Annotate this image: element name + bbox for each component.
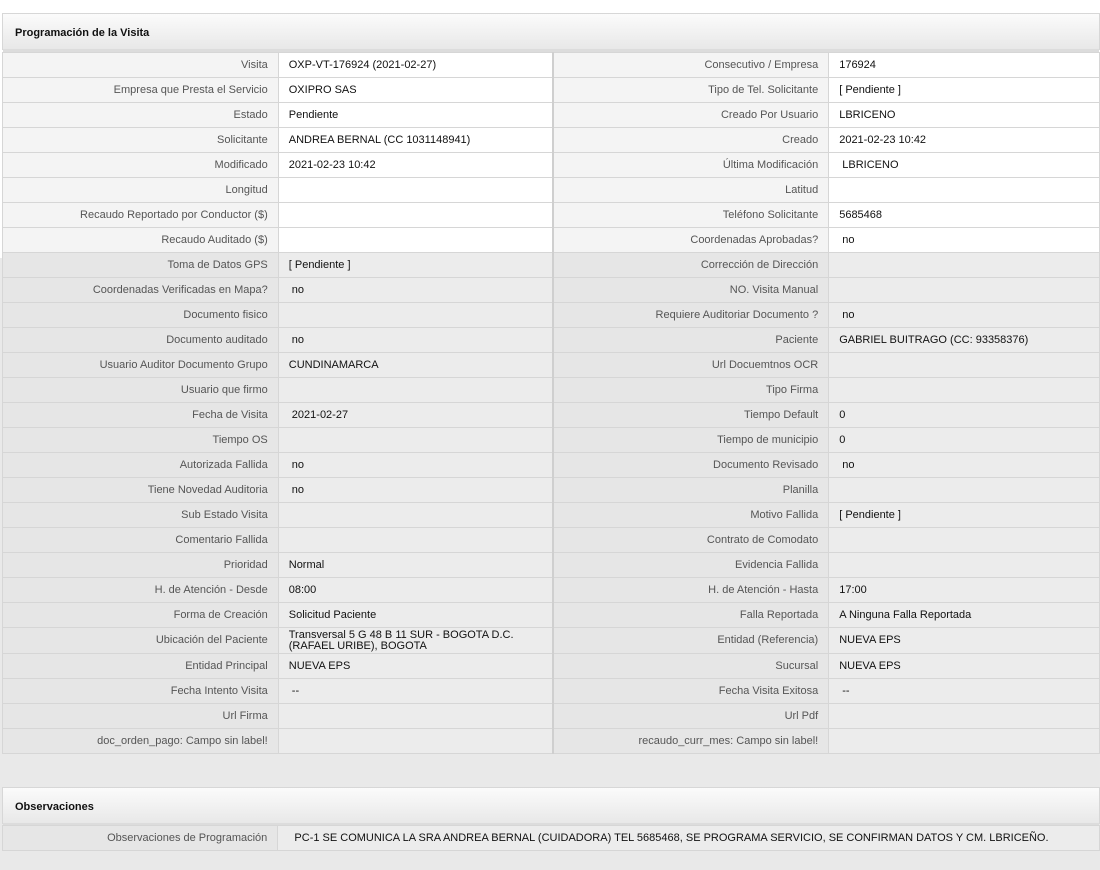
field-label: Tiempo OS — [3, 428, 279, 453]
table-row — [3, 503, 1100, 528]
field-label: Empresa que Presta el Servicio — [3, 78, 279, 103]
field-label: Tiempo de municipio — [553, 428, 829, 453]
observations-table — [2, 825, 1100, 851]
field-label: H. de Atención - Desde — [3, 578, 279, 603]
field-label: Fecha Intento Visita — [3, 679, 279, 704]
field-label: Documento fisico — [3, 303, 279, 328]
field-value: no — [829, 228, 1100, 253]
field-value: 17:00 — [829, 578, 1100, 603]
field-label: Fecha de Visita — [3, 403, 279, 428]
field-label: Requiere Auditoriar Documento ? — [553, 303, 829, 328]
field-value — [829, 553, 1100, 578]
field-label: Creado — [553, 128, 829, 153]
table-row — [3, 528, 1100, 553]
field-value: no — [829, 303, 1100, 328]
field-label: Motivo Fallida — [553, 503, 829, 528]
field-label: Url Pdf — [553, 704, 829, 729]
field-label: Url Docuemtnos OCR — [553, 353, 829, 378]
table-row — [3, 428, 1100, 453]
field-label: Planilla — [553, 478, 829, 503]
field-value: no — [278, 328, 553, 353]
field-value: 0 — [829, 403, 1100, 428]
field-label: doc_orden_pago: Campo sin label! — [3, 729, 279, 754]
table-row — [3, 378, 1100, 403]
section-header-programacion: Programación de la Visita — [2, 13, 1100, 50]
table-row — [3, 128, 1100, 153]
field-value — [829, 253, 1100, 278]
field-label: Tipo Firma — [553, 378, 829, 403]
field-value: 5685468 — [829, 203, 1100, 228]
field-value — [829, 353, 1100, 378]
field-value — [278, 203, 553, 228]
field-value — [829, 378, 1100, 403]
field-label: Falla Reportada — [553, 603, 829, 628]
field-label: Última Modificación — [553, 153, 829, 178]
table-row — [3, 203, 1100, 228]
table-row — [3, 153, 1100, 178]
field-label: Autorizada Fallida — [3, 453, 279, 478]
field-value: NUEVA EPS — [829, 628, 1100, 654]
field-label: Tipo de Tel. Solicitante — [553, 78, 829, 103]
field-label: Tiene Novedad Auditoria — [3, 478, 279, 503]
field-label: NO. Visita Manual — [553, 278, 829, 303]
field-label: Solicitante — [3, 128, 279, 153]
field-value — [829, 729, 1100, 754]
field-label: Creado Por Usuario — [553, 103, 829, 128]
field-label: recaudo_curr_mes: Campo sin label! — [553, 729, 829, 754]
field-value: 176924 — [829, 53, 1100, 78]
field-label: Recaudo Reportado por Conductor ($) — [3, 203, 279, 228]
table-row — [3, 704, 1100, 729]
field-value — [829, 478, 1100, 503]
table-row — [3, 53, 1100, 78]
field-value: LBRICENO — [829, 153, 1100, 178]
table-row — [3, 78, 1100, 103]
field-value — [278, 503, 553, 528]
field-value: A Ninguna Falla Reportada — [829, 603, 1100, 628]
field-label: Sucursal — [553, 654, 829, 679]
field-label: Url Firma — [3, 704, 279, 729]
table-row — [3, 403, 1100, 428]
field-value: no — [278, 278, 553, 303]
visit-detail-table — [2, 52, 1100, 754]
observations-label: Observaciones de Programación — [3, 826, 278, 851]
field-label: Entidad Principal — [3, 654, 279, 679]
field-label: Sub Estado Visita — [3, 503, 279, 528]
table-row — [3, 278, 1100, 303]
field-value: LBRICENO — [829, 103, 1100, 128]
field-value: NUEVA EPS — [829, 654, 1100, 679]
field-value — [278, 303, 553, 328]
field-label: Coordenadas Verificadas en Mapa? — [3, 278, 279, 303]
field-label: Consecutivo / Empresa — [553, 53, 829, 78]
field-label: Ubicación del Paciente — [3, 628, 279, 654]
field-value: OXP-VT-176924 (2021-02-27) — [278, 53, 553, 78]
field-label: Modificado — [3, 153, 279, 178]
observations-value: PC-1 SE COMUNICA LA SRA ANDREA BERNAL (CUIDADORA) TEL 5685468, SE PROGRAMA SERVICIO, SE CONFIRMAN DATOS Y CM. LBRICEÑO. — [278, 826, 1100, 851]
field-value: GABRIEL BUITRAGO (CC: 93358376) — [829, 328, 1100, 353]
field-value — [829, 278, 1100, 303]
observations-row — [3, 826, 1100, 851]
field-value: 0 — [829, 428, 1100, 453]
field-value — [829, 528, 1100, 553]
table-row — [3, 654, 1100, 679]
field-label: Fecha Visita Exitosa — [553, 679, 829, 704]
table-row — [3, 353, 1100, 378]
field-label: Paciente — [553, 328, 829, 353]
field-label: Coordenadas Aprobadas? — [553, 228, 829, 253]
field-value: NUEVA EPS — [278, 654, 553, 679]
field-value: 2021-02-23 10:42 — [829, 128, 1100, 153]
field-value — [829, 704, 1100, 729]
field-value: no — [278, 478, 553, 503]
field-label: Entidad (Referencia) — [553, 628, 829, 654]
field-value — [278, 428, 553, 453]
field-value: Normal — [278, 553, 553, 578]
field-value: no — [829, 453, 1100, 478]
field-label: Documento Revisado — [553, 453, 829, 478]
field-value — [278, 378, 553, 403]
field-label: H. de Atención - Hasta — [553, 578, 829, 603]
table-row — [3, 628, 1100, 654]
field-value — [278, 729, 553, 754]
field-label: Recaudo Auditado ($) — [3, 228, 279, 253]
field-value: 2021-02-27 — [278, 403, 553, 428]
field-value: Solicitud Paciente — [278, 603, 553, 628]
field-label: Forma de Creación — [3, 603, 279, 628]
table-row — [3, 103, 1100, 128]
field-value: OXIPRO SAS — [278, 78, 553, 103]
table-row — [3, 478, 1100, 503]
field-value: -- — [829, 679, 1100, 704]
field-label: Documento auditado — [3, 328, 279, 353]
table-row — [3, 679, 1100, 704]
field-value: no — [278, 453, 553, 478]
table-row — [3, 328, 1100, 353]
table-row — [3, 453, 1100, 478]
field-label: Usuario Auditor Documento Grupo — [3, 353, 279, 378]
field-value: CUNDINAMARCA — [278, 353, 553, 378]
field-value: 2021-02-23 10:42 — [278, 153, 553, 178]
field-value — [278, 178, 553, 203]
field-label: Longitud — [3, 178, 279, 203]
table-row — [3, 303, 1100, 328]
field-value: ANDREA BERNAL (CC 1031148941) — [278, 128, 553, 153]
field-value — [278, 528, 553, 553]
table-row — [3, 228, 1100, 253]
field-value: 08:00 — [278, 578, 553, 603]
field-label: Corrección de Dirección — [553, 253, 829, 278]
section-header-observaciones: Observaciones — [2, 787, 1100, 824]
field-label: Usuario que firmo — [3, 378, 279, 403]
field-label: Comentario Fallida — [3, 528, 279, 553]
field-label: Contrato de Comodato — [553, 528, 829, 553]
field-label: Estado — [3, 103, 279, 128]
field-value: Pendiente — [278, 103, 553, 128]
table-row — [3, 178, 1100, 203]
field-value — [829, 178, 1100, 203]
field-value: [ Pendiente ] — [829, 503, 1100, 528]
field-value: Transversal 5 G 48 B 11 SUR - BOGOTA D.C. (RAFAEL URIBE), BOGOTA — [278, 628, 553, 654]
table-row — [3, 729, 1100, 754]
field-value: [ Pendiente ] — [829, 78, 1100, 103]
table-row — [3, 578, 1100, 603]
field-label: Teléfono Solicitante — [553, 203, 829, 228]
field-label: Evidencia Fallida — [553, 553, 829, 578]
field-value — [278, 228, 553, 253]
field-label: Prioridad — [3, 553, 279, 578]
field-label: Visita — [3, 53, 279, 78]
table-row — [3, 553, 1100, 578]
field-value: [ Pendiente ] — [278, 253, 553, 278]
table-row — [3, 603, 1100, 628]
field-label: Latitud — [553, 178, 829, 203]
field-label: Tiempo Default — [553, 403, 829, 428]
field-value: -- — [278, 679, 553, 704]
table-row — [3, 253, 1100, 278]
field-value — [278, 704, 553, 729]
field-label: Toma de Datos GPS — [3, 253, 279, 278]
